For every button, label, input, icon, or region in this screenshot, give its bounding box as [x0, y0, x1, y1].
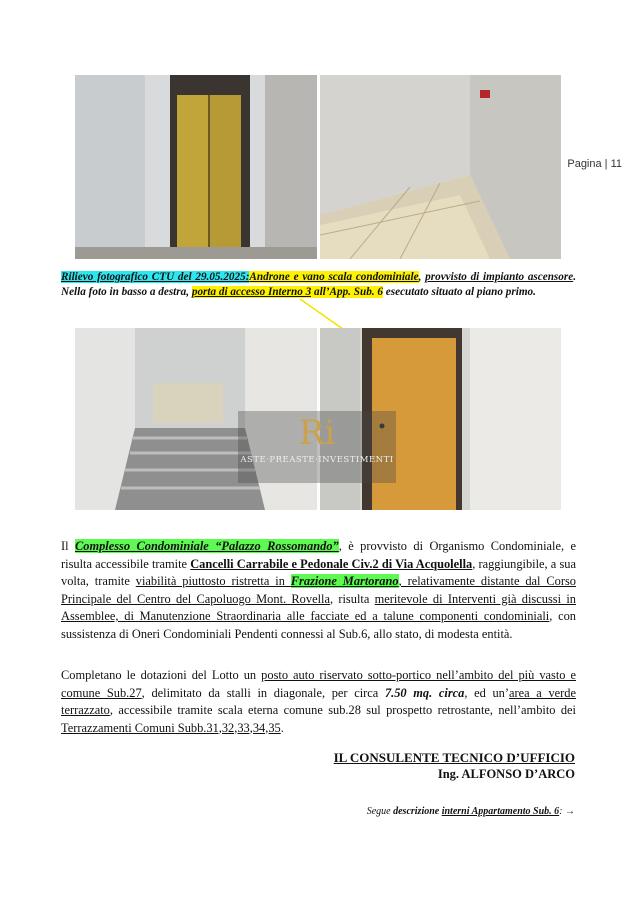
photo-elevator [75, 75, 317, 259]
paragraph-condominium: Il Complesso Condominiale “Palazzo Rossomando”, è provvisto di Organismo Condominiale, e risulta accessibile tramite Cancelli Carrabile e Pedonale Civ.2 di Via Acquolella, raggiungibile, a sua volta, tramite viabilità piuttosto ristretta in Frazione Martorano, relativamente distante dal Corso Principale del Centro del Capoluogo Mont. Rovella, risulta meritevole di Interventi già discussi in Assemblee, di Manutenzione Straordinaria alle facciate ed a talune componenti condominiali, con sussistenza di Oneri Condominiali Pendenti connessi al Sub.6, allo stato, di modesta entità. [61, 539, 576, 641]
signature-title: IL CONSULENTE TECNICO D’UFFICIO [333, 750, 575, 765]
photo-stairwell-landing [320, 75, 561, 259]
frazione-name: Frazione Martorano [290, 574, 399, 588]
access-gates: Cancelli Carrabile e Pedonale Civ.2 di Via Acquolella [190, 556, 473, 571]
caption-door: porta di accesso Interno 3 [191, 286, 312, 298]
page-number: Pagina | 11 [567, 158, 622, 170]
continue-note: Segue descrizione interni Appartamento Sub. 6: → [366, 806, 575, 817]
watermark-logo: Ri ASTE·PREASTE·INVESTIMENTI [238, 411, 396, 483]
caption-subject: Androne e vano scala condominiale [249, 271, 419, 283]
paragraph-lot-features: Completano le dotazioni del Lotto un posto auto riservato sotto-portico nell’ambito del più vasto e comune Sub.27, delimitato da stalli in diagonale, per circa 7.50 mq. circa, ed un’area a verde terrazzato, accessibile tramite scala eterna comune sub.28 sul prospetto retrostante, nell’ambito dei Terrazzamenti Comuni Subb.31,32,33,34,35. [61, 668, 576, 735]
condominium-name: Complesso Condominiale “Palazzo Rossomando” [75, 539, 339, 553]
caption-elevator: provvisto di impianto ascensore [425, 271, 574, 283]
signature-name: Ing. ALFONSO D’ARCO [437, 767, 575, 781]
photo-caption: Rilievo fotografico CTU del 29.05.2025:Androne e vano scala condominiale, provvisto di impianto ascensore. Nella foto in basso a destra, porta di accesso Interno 3 all’App. Sub. 6 esecutato situato al piano primo. [61, 271, 576, 298]
parking-area: 7.50 mq. circa [384, 685, 465, 700]
caption-date: Rilievo fotografico CTU del 29.05.2025: [61, 271, 250, 283]
